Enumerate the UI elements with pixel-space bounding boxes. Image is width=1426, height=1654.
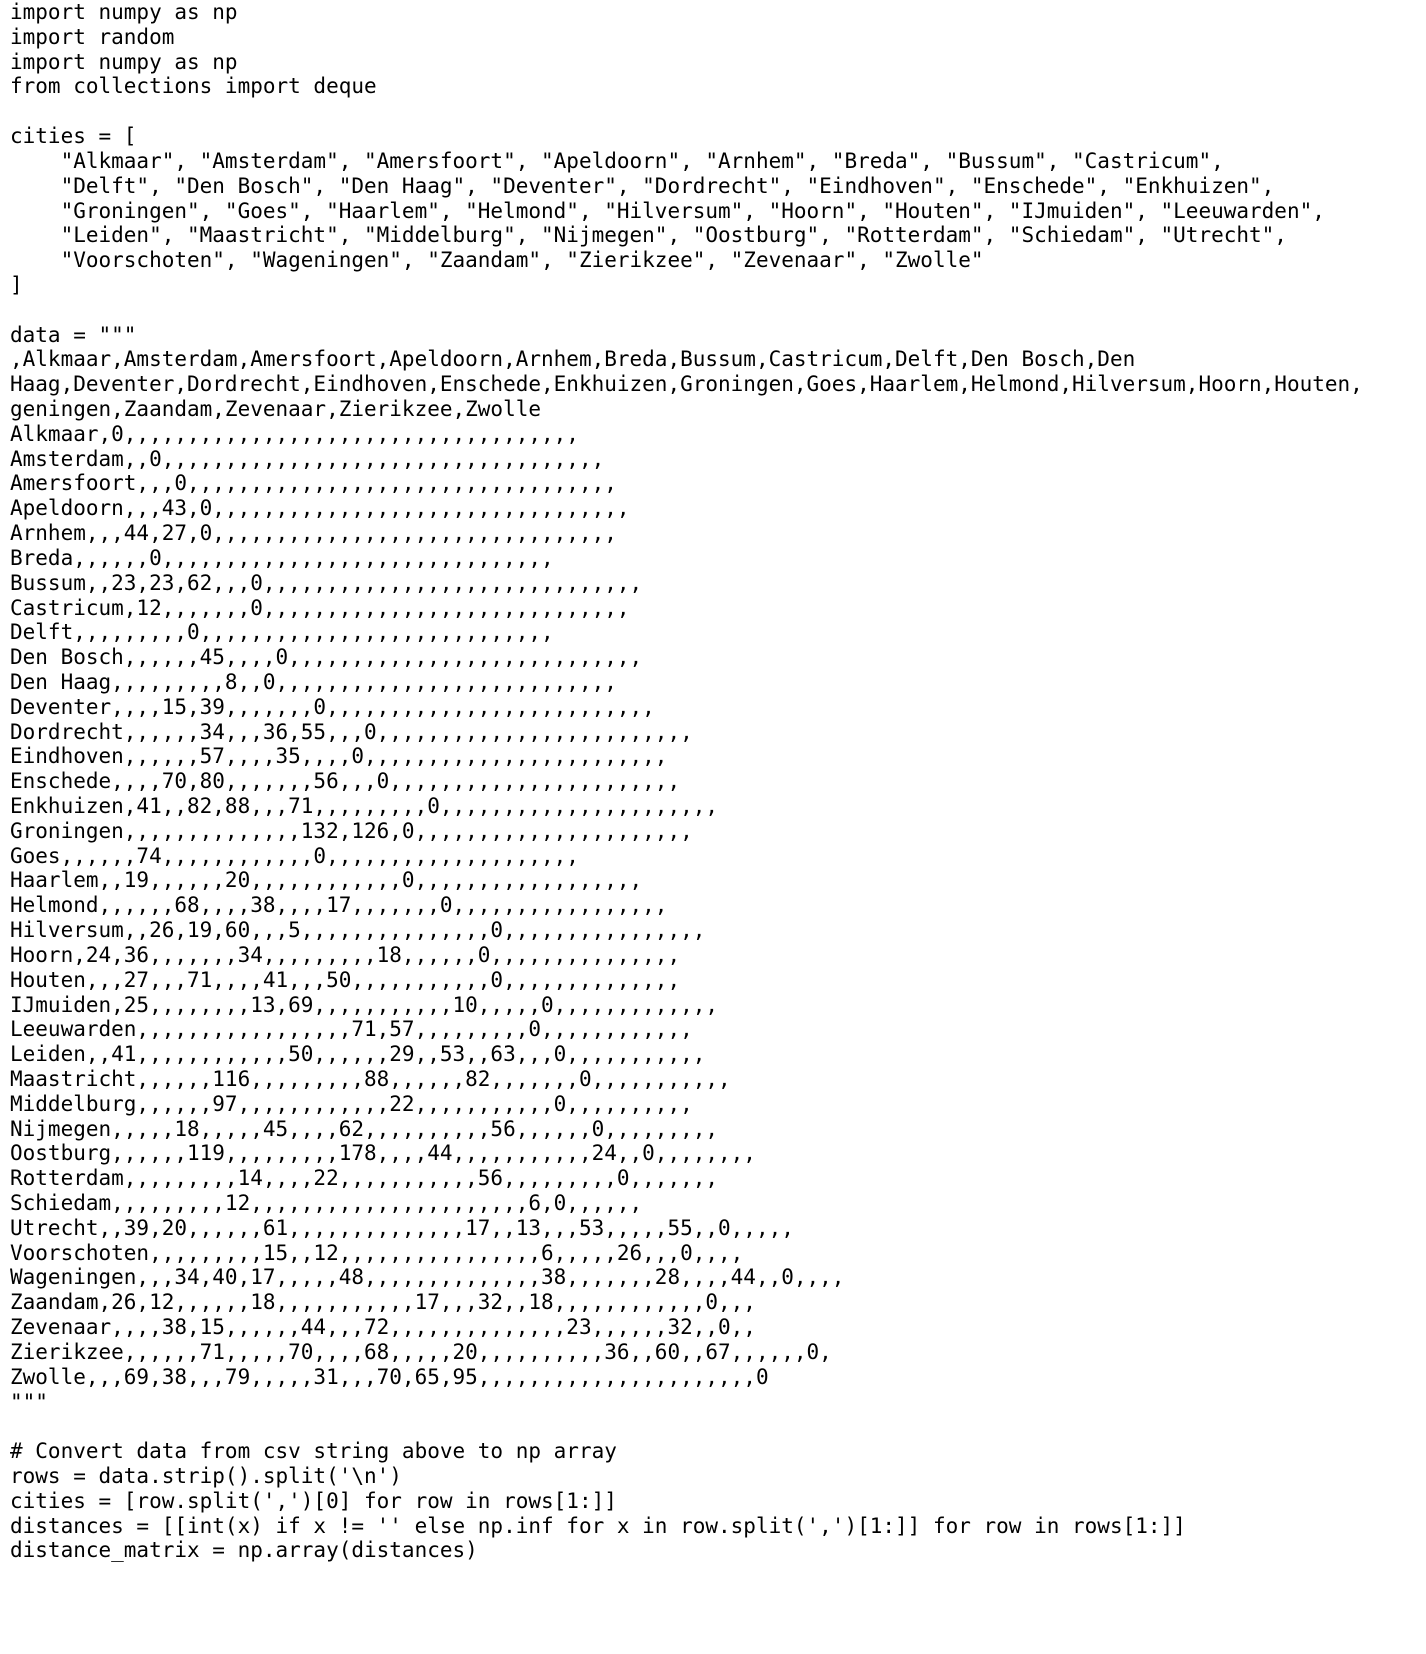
code-line: ,Alkmaar,Amsterdam,Amersfoort,Apeldoorn,Arnhem,Breda,Bussum,Castricum,Delft,Den Bosch,Den (10, 347, 1136, 372)
code-line: distances = [[int(x) if x != '' else np.inf for x in row.split(',')[1:]] for row in rows[1:]] (10, 1513, 1186, 1538)
code-line: Haag,Deventer,Dordrecht,Eindhoven,Enschede,Enkhuizen,Groningen,Goes,Haarlem,Helmond,Hilversum,Hoorn,Houten, (10, 372, 1363, 397)
code-line: Den Haag,,,,,,,,,8,,0,,,,,,,,,,,,,,,,,,,,,,,,,,, (10, 669, 617, 694)
code-line: Houten,,,27,,,71,,,,41,,,50,,,,,,,,,,,0,,,,,,,,,,,,,, (10, 967, 681, 992)
code-line: distance_matrix = np.array(distances) (10, 1538, 478, 1563)
code-line: Utrecht,,39,20,,,,,,61,,,,,,,,,,,,,,17,,13,,,53,,,,,55,,0,,,,, (10, 1215, 794, 1240)
code-line: Hilversum,,26,19,60,,,5,,,,,,,,,,,,,,,0,,,,,,,,,,,,,,,, (10, 918, 706, 943)
code-line: Deventer,,,,15,39,,,,,,,0,,,,,,,,,,,,,,,,,,,,,,,,,, (10, 694, 655, 719)
code-line: Alkmaar,0,,,,,,,,,,,,,,,,,,,,,,,,,,,,,,,,,,,, (10, 421, 579, 446)
code-line (10, 298, 1363, 323)
code-line: Groningen,,,,,,,,,,,,,,132,126,0,,,,,,,,,,,,,,,,,,,,,, (10, 818, 693, 843)
code-line: Dordrecht,,,,,,34,,,36,55,,,0,,,,,,,,,,,,,,,,,,,,,,,,, (10, 719, 693, 744)
code-line: # Convert data from csv string above to np array (10, 1439, 617, 1464)
code-line: Goes,,,,,,74,,,,,,,,,,,,0,,,,,,,,,,,,,,,,,,,, (10, 843, 579, 868)
code-line: Apeldoorn,,,43,0,,,,,,,,,,,,,,,,,,,,,,,,,,,,,,,,, (10, 496, 630, 521)
code-line: rows = data.strip().split('\n') (10, 1463, 402, 1488)
code-line: Enschede,,,,70,80,,,,,,,56,,,0,,,,,,,,,,,,,,,,,,,,,,, (10, 769, 681, 794)
code-line: Haarlem,,19,,,,,,20,,,,,,,,,,,,0,,,,,,,,,,,,,,,,,, (10, 868, 643, 893)
code-line: Zierikzee,,,,,,71,,,,,70,,,,68,,,,,20,,,,,,,,,,36,,60,,67,,,,,,0, (10, 1339, 832, 1364)
code-line: ] (10, 272, 23, 297)
code-line: Amsterdam,,0,,,,,,,,,,,,,,,,,,,,,,,,,,,,,,,,,,, (10, 446, 605, 471)
code-line: "Groningen", "Goes", "Haarlem", "Helmond", "Hilversum", "Hoorn", "Houten", "IJmuiden", "Leeuwarden", (10, 198, 1325, 223)
code-line: Zwolle,,,69,38,,,79,,,,,31,,,70,65,95,,,,,,,,,,,,,,,,,,,,,,0 (10, 1364, 769, 1389)
code-line: import numpy as np (10, 0, 238, 24)
code-line: cities = [row.split(',')[0] for row in rows[1:]] (10, 1488, 617, 1513)
code-line: Arnhem,,,44,27,0,,,,,,,,,,,,,,,,,,,,,,,,,,,,,,,, (10, 521, 617, 546)
code-line: "Delft", "Den Bosch", "Den Haag", "Deventer", "Dordrecht", "Eindhoven", "Enschede", "Enkhuizen", (10, 173, 1275, 198)
code-line: Zaandam,26,12,,,,,,18,,,,,,,,,,,17,,,32,,18,,,,,,,,,,,,0,,, (10, 1290, 756, 1315)
code-line: "Alkmaar", "Amsterdam", "Amersfoort", "Apeldoorn", "Arnhem", "Breda", "Bussum", "Castricum", (10, 148, 1224, 173)
code-line: cities = [ (10, 124, 137, 149)
code-line: """ (10, 1389, 48, 1414)
code-line: Leiden,,41,,,,,,,,,,,,50,,,,,,29,,53,,63,,,0,,,,,,,,,,, (10, 1042, 706, 1067)
code-line: "Leiden", "Maastricht", "Middelburg", "Nijmegen", "Oostburg", "Rotterdam", "Schiedam", "Utrecht", (10, 223, 1287, 248)
code-line: Den Bosch,,,,,,45,,,,0,,,,,,,,,,,,,,,,,,,,,,,,,,,, (10, 645, 643, 670)
code-line: IJmuiden,25,,,,,,,,13,69,,,,,,,,,,,10,,,,,0,,,,,,,,,,,,, (10, 992, 719, 1017)
code-line (10, 99, 1363, 124)
code-line: "Voorschoten", "Wageningen", "Zaandam", "Zierikzee", "Zevenaar", "Zwolle" (10, 248, 984, 273)
code-line: import random (10, 24, 175, 49)
code-line: Bussum,,23,23,62,,,0,,,,,,,,,,,,,,,,,,,,,,,,,,,,,, (10, 570, 643, 595)
code-line: Maastricht,,,,,,116,,,,,,,,,88,,,,,,82,,,,,,,0,,,,,,,,,,, (10, 1066, 731, 1091)
code-line: Nijmegen,,,,,18,,,,,45,,,,62,,,,,,,,,,56,,,,,,0,,,,,,,,, (10, 1116, 719, 1141)
code-line (10, 1414, 1363, 1439)
code-line: Leeuwarden,,,,,,,,,,,,,,,,,71,57,,,,,,,,,0,,,,,,,,,,,, (10, 1017, 693, 1042)
code-line: Rotterdam,,,,,,,,,14,,,,22,,,,,,,,,,,56,,,,,,,,,0,,,,,,, (10, 1166, 719, 1191)
code-line: Zevenaar,,,,38,15,,,,,,44,,,72,,,,,,,,,,,,,,23,,,,,,32,,0,, (10, 1315, 756, 1340)
code-document (10, 0, 1363, 1563)
code-line: Oostburg,,,,,,119,,,,,,,,,178,,,,44,,,,,,,,,,,24,,0,,,,,,,, (10, 1141, 756, 1166)
code-line: Middelburg,,,,,,97,,,,,,,,,,,,22,,,,,,,,,,,0,,,,,,,,,, (10, 1091, 693, 1116)
code-line: Schiedam,,,,,,,,,12,,,,,,,,,,,,,,,,,,,,,,6,0,,,,,, (10, 1191, 643, 1215)
code-line: Wageningen,,,34,40,17,,,,,48,,,,,,,,,,,,,,38,,,,,,,28,,,,44,,0,,,, (10, 1265, 845, 1290)
code-line: Delft,,,,,,,,,0,,,,,,,,,,,,,,,,,,,,,,,,,,,, (10, 620, 554, 645)
code-line: Voorschoten,,,,,,,,,15,,12,,,,,,,,,,,,,,,,6,,,,,26,,,0,,,, (10, 1240, 744, 1265)
code-line: Amersfoort,,,0,,,,,,,,,,,,,,,,,,,,,,,,,,,,,,,,,, (10, 471, 617, 496)
code-line: geningen,Zaandam,Zevenaar,Zierikzee,Zwolle (10, 397, 542, 421)
code-line: import numpy as np (10, 49, 238, 74)
code-line: data = """ (10, 322, 137, 347)
code-line: Helmond,,,,,,68,,,,38,,,,17,,,,,,,0,,,,,,,,,,,,,,,,, (10, 893, 668, 918)
code-line: Eindhoven,,,,,,57,,,,35,,,,0,,,,,,,,,,,,,,,,,,,,,,,, (10, 744, 668, 769)
code-line: Hoorn,24,36,,,,,,,34,,,,,,,,,18,,,,,,0,,,,,,,,,,,,,,, (10, 942, 681, 967)
code-line: Enkhuizen,41,,82,88,,,71,,,,,,,,,0,,,,,,,,,,,,,,,,,,,,,, (10, 794, 719, 818)
code-line: Breda,,,,,,0,,,,,,,,,,,,,,,,,,,,,,,,,,,,,,, (10, 545, 554, 570)
code-line: from collections import deque (10, 74, 377, 99)
code-line: Castricum,12,,,,,,,0,,,,,,,,,,,,,,,,,,,,,,,,,,,,, (10, 595, 630, 620)
